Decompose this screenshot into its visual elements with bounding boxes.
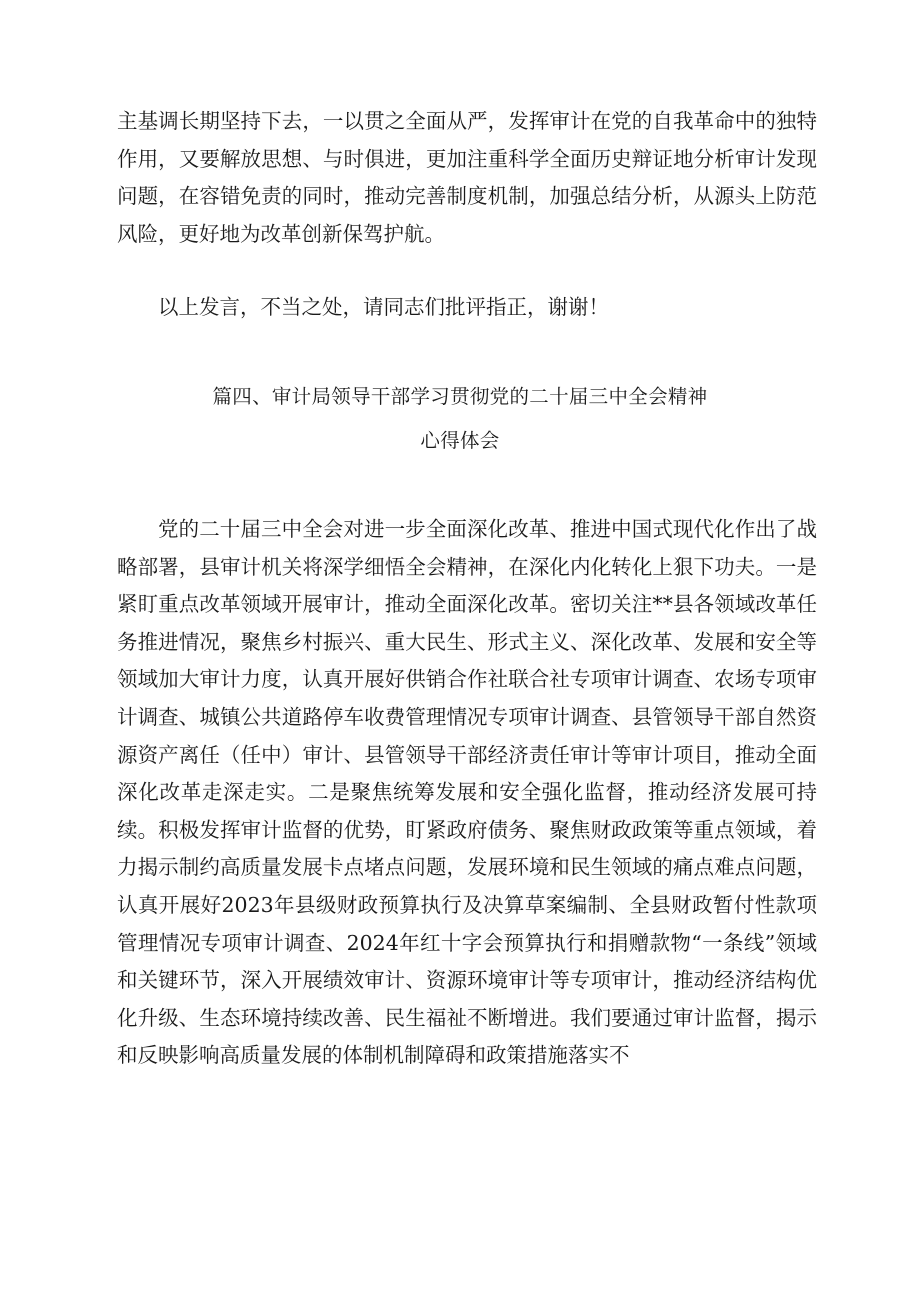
closing-block (117, 289, 817, 327)
continuation-paragraph-block (117, 103, 817, 253)
section-title-line2: 心得体会 (420, 429, 500, 452)
section-title-line1: 篇四、审计局领导干部学习贯彻党的二十届三中全会精神 (212, 385, 708, 408)
closing-line: 以上发言，不当之处，请同志们批评指正，谢谢！ (158, 295, 609, 319)
body-paragraph: 党的二十届三中全会对进一步全面深化改革、推进中国式现代化作出了战略部署，县审计机关将深学细悟全会精神，在深化内化转化上狠下功夫。一是紧盯重点改革领域开展审计，推动全面深化改革。密切关注**县各领域改革任务推进情况，聚焦乡村振兴、重大民生、形式主义、深化改革、发展和安全等领域加大审计力度，认真开展好供销合作社联合社专项审计调查、农场专项审计调查、城镇公共道路停车收费管理情况专项审计调查、县管领导干部自然资源资产离任（任中）审计、县管领导干部经济责任审计等审计项目，推动全面深化改革走深走实。二是聚焦统筹发展和安全强化监督，推动经济发展可持续。积极发挥审计监督的优势，盯紧政府债务、聚焦财政政策等重点领域，着力揭示制约高质量发展卡点堵点问题，发展环境和民生领域的痛点难点问题，认真开展好2023年县级财政预算执行及决算草案编制、全县财政暂付性款项管理情况专项审计调查、2024年红十字会预算执行和捐赠款物“一条线”领域和关键环节，深入开展绩效审计、资源环境审计等专项审计，推动经济结构优化升级、生态环境持续改善、民生福祉不断增进。我们要通过审计监督，揭示和反映影响高质量发展的体制机制障碍和政策措施落实不 (117, 517, 817, 1068)
body-paragraph-block (117, 511, 817, 1075)
continuation-paragraph: 主基调长期坚持下去，一以贯之全面从严，发挥审计在党的自我革命中的独特作用，又要解放思想、与时俱进，更加注重科学全面历史辩证地分析审计发现问题，在容错免责的同时，推动完善制度机制，加强总结分析，从源头上防范风险，更好地为改革创新保驾护航。 (117, 109, 817, 246)
